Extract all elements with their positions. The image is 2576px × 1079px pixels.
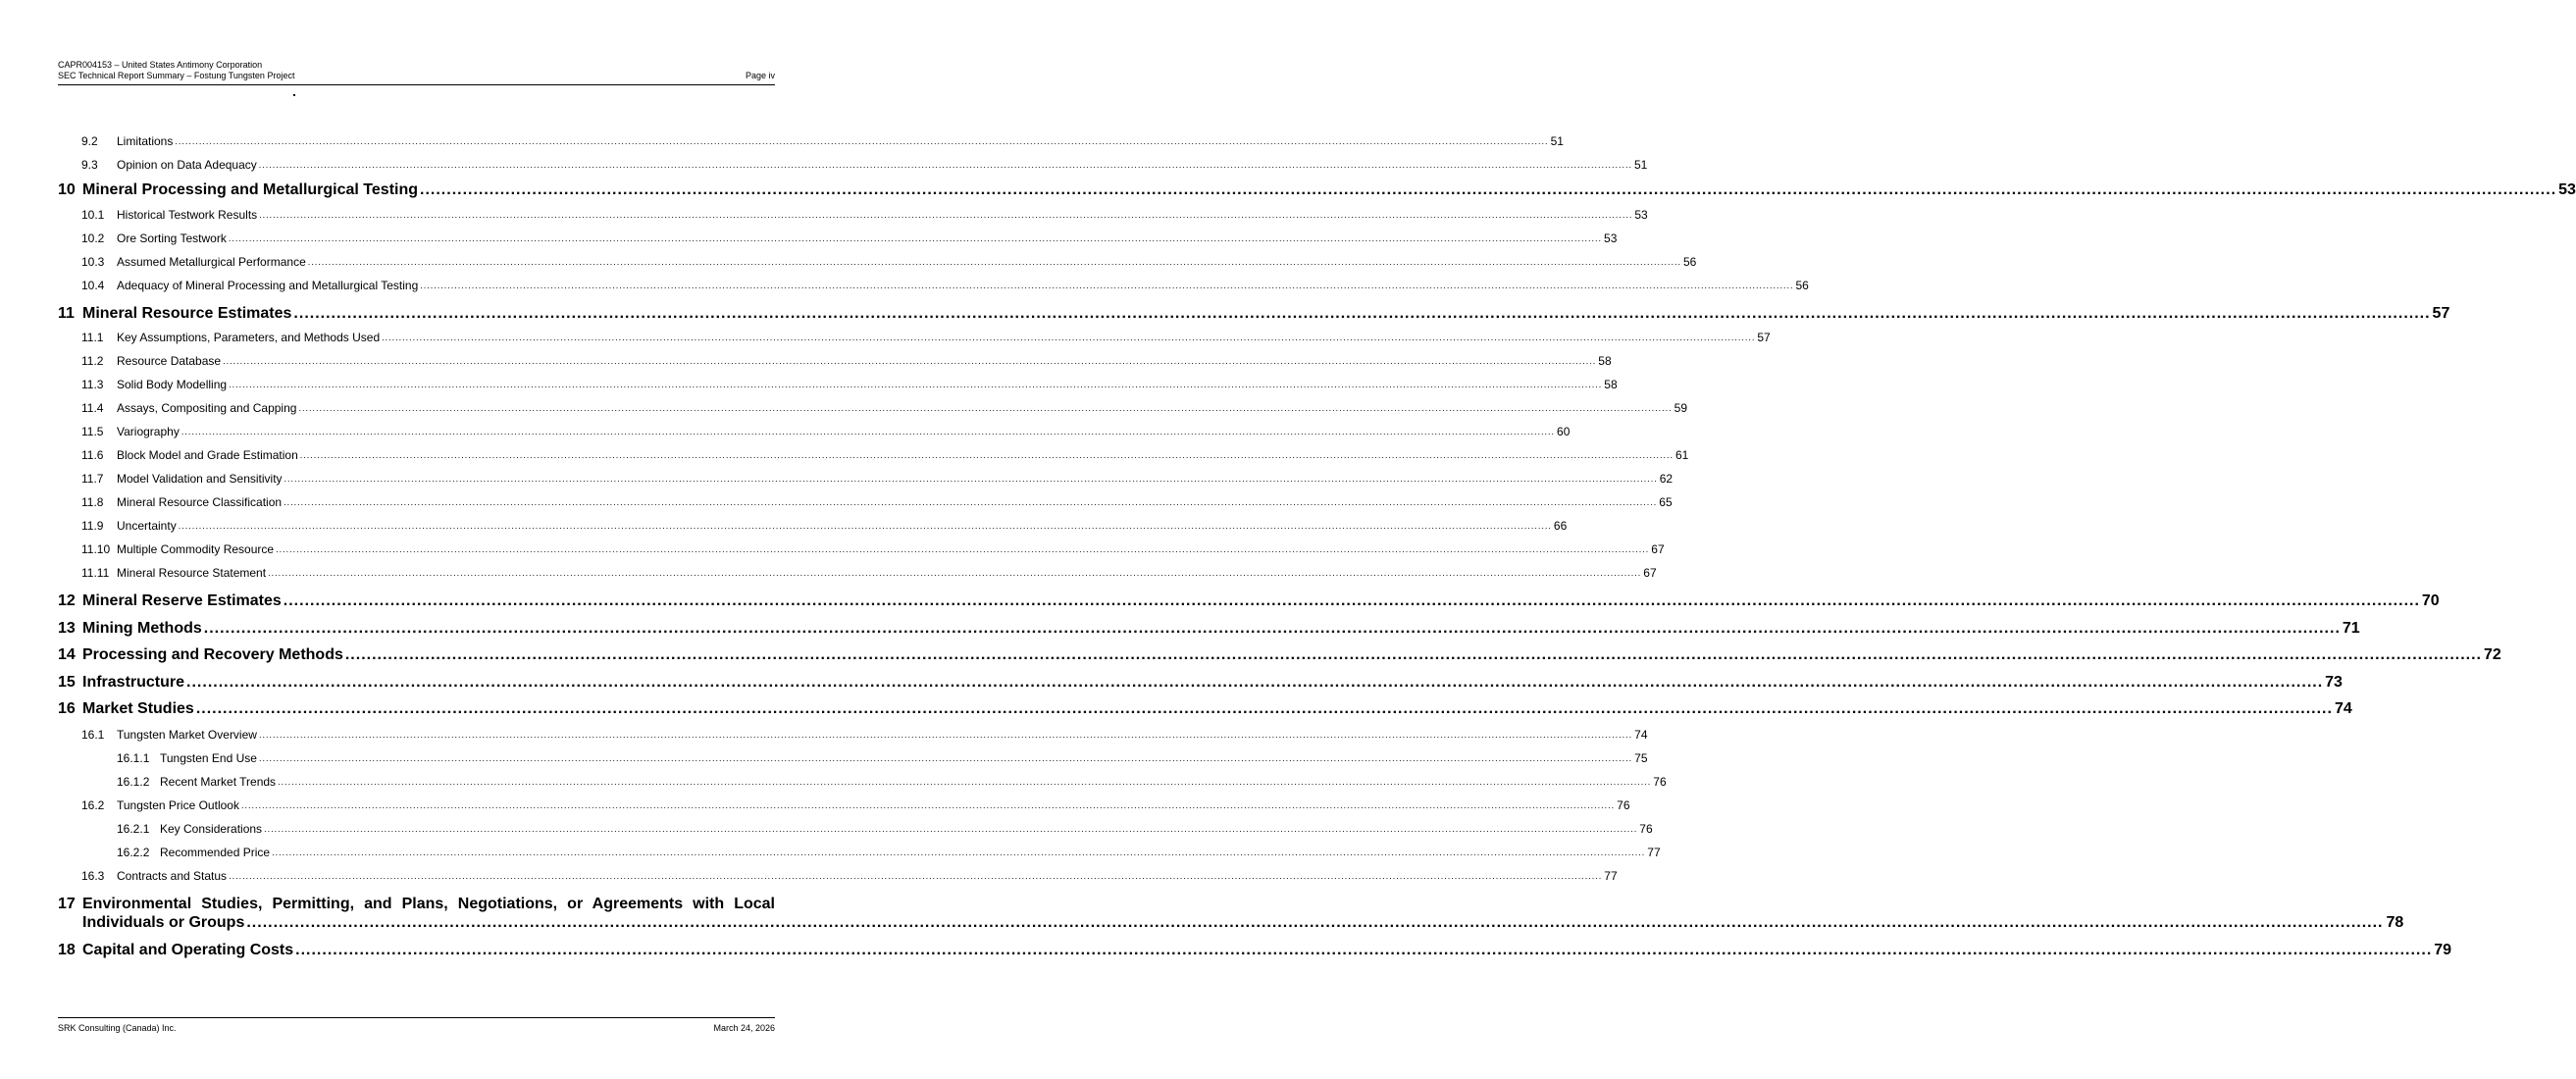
toc-entry-11-5[interactable] xyxy=(81,425,1571,438)
toc-entry-page: 59 xyxy=(1674,401,1687,415)
toc-entry-10-4[interactable] xyxy=(81,279,1809,292)
toc-entry-11-6[interactable] xyxy=(81,448,1689,462)
toc-entry-16[interactable] xyxy=(58,700,2352,718)
toc-leader-dots: ................................................................................................................................................................................................................................................................................................................................................................................................................ xyxy=(229,871,1603,881)
toc-entry-num: 9.2 xyxy=(81,134,98,148)
toc-entry-title: Tungsten Price Outlook xyxy=(117,798,239,812)
toc-entry-page: 57 xyxy=(1757,331,1771,344)
toc-leader-dots: ................................................................................................................................................................................................................................................................................................................................................................................................................ xyxy=(246,914,2384,931)
toc-entry-title: Key Assumptions, Parameters, and Methods Used xyxy=(117,331,381,344)
toc-leader-dots: ................................................................................................................................................................................................................................................................................................................................................................................................................ xyxy=(299,450,1674,460)
toc-leader-dots: ................................................................................................................................................................................................................................................................................................................................................................................................................ xyxy=(276,544,1650,554)
toc-entry-10-3[interactable] xyxy=(81,255,1697,269)
toc-entry-num: 10.2 xyxy=(81,231,105,245)
toc-entry-num: 14 xyxy=(58,646,76,663)
toc-entry-10[interactable] xyxy=(58,181,2576,199)
toc-entry-num: 11.11 xyxy=(81,566,110,580)
toc-leader-dots: ................................................................................................................................................................................................................................................................................................................................................................................................................ xyxy=(223,356,1597,366)
toc-entry-page: 71 xyxy=(2342,620,2360,637)
toc-entry-11-4[interactable] xyxy=(81,401,1687,415)
header-line-1: CAPR004153 – United States Antimony Corporation xyxy=(58,60,263,70)
toc-entry-title-line-2: Individuals or Groups xyxy=(82,914,245,931)
toc-leader-dots: ................................................................................................................................................................................................................................................................................................................................................................................................................ xyxy=(293,305,2431,322)
toc-entry-num: 17 xyxy=(58,896,76,912)
toc-entry-page: 66 xyxy=(1553,519,1568,533)
toc-leader-dots: ................................................................................................................................................................................................................................................................................................................................................................................................................ xyxy=(259,210,1633,220)
toc-entry-num: 16.3 xyxy=(81,869,105,883)
toc-entry-16-1[interactable] xyxy=(81,728,1648,742)
toc-entry-page: 67 xyxy=(1643,566,1657,580)
toc-entry-11-3[interactable] xyxy=(81,378,1618,391)
toc-entry-11-11[interactable] xyxy=(81,566,1657,580)
toc-entry-page: 51 xyxy=(1633,158,1648,172)
toc-entry-page: 65 xyxy=(1659,495,1673,509)
toc-entry-title: Assumed Metallurgical Performance xyxy=(117,255,306,269)
toc-entry-page: 62 xyxy=(1659,472,1674,486)
toc-leader-dots: ................................................................................................................................................................................................................................................................................................................................................................................................................ xyxy=(382,333,1756,342)
toc-leader-dots: ................................................................................................................................................................................................................................................................................................................................................................................................................ xyxy=(283,474,1658,484)
toc-entry-title: Recommended Price xyxy=(160,846,271,859)
toc-leader-dots: ................................................................................................................................................................................................................................................................................................................................................................................................................ xyxy=(268,568,1642,578)
toc-entry-num: 9.3 xyxy=(81,158,98,172)
toc-entry-num: 11.2 xyxy=(81,354,104,368)
toc-entry-num: 10.1 xyxy=(81,208,105,222)
toc-entry-title: Infrastructure xyxy=(82,674,185,691)
toc-entry-num: 11.4 xyxy=(81,401,104,415)
toc-entry-page: 58 xyxy=(1598,354,1612,368)
toc-entry-page: 73 xyxy=(2325,674,2343,691)
toc-entry-title: Ore Sorting Testwork xyxy=(117,231,227,245)
toc-entry-page: 74 xyxy=(2334,700,2352,717)
toc-leader-dots: ................................................................................................................................................................................................................................................................................................................................................................................................................ xyxy=(175,136,1549,146)
header-page-number: Page iv xyxy=(745,71,775,80)
toc-leader-dots: ................................................................................................................................................................................................................................................................................................................................................................................................................ xyxy=(195,700,2333,717)
toc-entry-title: Adequacy of Mineral Processing and Metallurgical Testing xyxy=(117,279,419,292)
toc-entry-num: 11.5 xyxy=(81,425,104,438)
header-line-2: SEC Technical Report Summary – Fostung Tungsten Project xyxy=(58,71,295,80)
toc-entry-num: 13 xyxy=(58,620,76,637)
toc-entry-11-2[interactable] xyxy=(81,354,1612,368)
toc-entry-num: 16.1.1 xyxy=(117,751,150,765)
toc-leader-dots: ................................................................................................................................................................................................................................................................................................................................................................................................................ xyxy=(295,942,2433,958)
toc-entry-page: 53 xyxy=(1604,231,1618,245)
toc-entry-9-2[interactable] xyxy=(81,134,1564,148)
toc-entry-page: 58 xyxy=(1604,378,1618,391)
toc-entry-16-1-2[interactable] xyxy=(117,775,1667,789)
toc-entry-title: Assays, Compositing and Capping xyxy=(117,401,297,415)
toc-entry-num: 11.8 xyxy=(81,495,104,509)
toc-entry-num: 11.9 xyxy=(81,519,104,533)
toc-entry-title: Opinion on Data Adequacy xyxy=(117,158,257,172)
toc-entry-page: 53 xyxy=(1634,208,1648,222)
toc-leader-dots: ................................................................................................................................................................................................................................................................................................................................................................................................................ xyxy=(258,730,1633,740)
toc-entry-page: 56 xyxy=(1682,255,1697,269)
toc-entry-page: 76 xyxy=(1639,822,1653,836)
toc-leader-dots: ................................................................................................................................................................................................................................................................................................................................................................................................................ xyxy=(180,427,1556,437)
toc-entry-num: 16.1.2 xyxy=(117,775,150,789)
toc-entry-page: 57 xyxy=(2432,305,2450,322)
toc-entry-16-3[interactable] xyxy=(81,869,1618,883)
toc-leader-dots: ................................................................................................................................................................................................................................................................................................................................................................................................................ xyxy=(240,800,1616,810)
toc-entry-page: 53 xyxy=(2558,181,2576,198)
toc-entry-num: 16.2.1 xyxy=(117,822,150,836)
toc-entry-title: Variography xyxy=(117,425,180,438)
toc-leader-dots: ................................................................................................................................................................................................................................................................................................................................................................................................................ xyxy=(178,521,1552,531)
toc-entry-title: Multiple Commodity Resource xyxy=(117,542,275,556)
toc-entry-num: 12 xyxy=(58,592,76,609)
toc-entry-num: 10.4 xyxy=(81,279,105,292)
footer-date: March 24, 2026 xyxy=(713,1023,775,1033)
toc-entry-title: Solid Body Modelling xyxy=(117,378,228,391)
toc-entry-title: Uncertainty xyxy=(117,519,177,533)
toc-entry-title: Historical Testwork Results xyxy=(117,208,258,222)
footer-divider xyxy=(58,1017,775,1018)
toc-entry-num: 11.10 xyxy=(81,542,111,556)
toc-entry-num: 16 xyxy=(58,700,76,717)
toc-entry-title: Tungsten End Use xyxy=(160,751,257,765)
toc-entry-num: 11.6 xyxy=(81,448,104,462)
toc-entry-page: 70 xyxy=(2421,592,2440,609)
toc-entry-11-7[interactable] xyxy=(81,472,1674,486)
toc-entry-title: Block Model and Grade Estimation xyxy=(117,448,298,462)
toc-entry-title-line-1: Environmental Studies, Permitting, and Plans, Negotiations, or Agreements with Local xyxy=(82,896,775,912)
toc-leader-dots: ................................................................................................................................................................................................................................................................................................................................................................................................................ xyxy=(229,380,1603,389)
toc-entry-title: Mineral Reserve Estimates xyxy=(82,592,282,609)
toc-leader-dots: ................................................................................................................................................................................................................................................................................................................................................................................................................ xyxy=(344,646,2482,663)
toc-entry-page: 61 xyxy=(1674,448,1689,462)
toc-entry-page: 74 xyxy=(1634,728,1648,742)
toc-entry-title: Processing and Recovery Methods xyxy=(82,646,343,663)
toc-entry-num: 10 xyxy=(58,181,76,198)
toc-entry-num: 18 xyxy=(58,942,76,958)
toc-leader-dots: ................................................................................................................................................................................................................................................................................................................................................................................................................ xyxy=(258,753,1633,763)
toc-entry-14[interactable] xyxy=(58,646,2501,664)
toc-entry-title: Contracts and Status xyxy=(117,869,228,883)
toc-entry-page: 72 xyxy=(2483,646,2501,663)
toc-entry-num: 10.3 xyxy=(81,255,105,269)
toc-entry-num: 16.1 xyxy=(81,728,105,742)
toc-leader-dots: ................................................................................................................................................................................................................................................................................................................................................................................................................ xyxy=(420,181,2557,198)
toc-entry-10-2[interactable] xyxy=(81,231,1618,245)
toc-entry-num: 11 xyxy=(58,305,75,322)
toc-entry-11-1[interactable] xyxy=(81,331,1771,344)
toc-entry-11-10[interactable] xyxy=(81,542,1665,556)
toc-entry-11-9[interactable] xyxy=(81,519,1568,533)
toc-leader-dots: ................................................................................................................................................................................................................................................................................................................................................................................................................ xyxy=(283,497,1658,507)
toc-leader-dots: ................................................................................................................................................................................................................................................................................................................................................................................................................ xyxy=(186,674,2324,691)
toc-entry-title: Key Considerations xyxy=(160,822,263,836)
toc-entry-title: Resource Database xyxy=(117,354,222,368)
toc-entry-num: 11.3 xyxy=(81,378,104,391)
toc-entry-num: 11.1 xyxy=(81,331,104,344)
toc-entry-title: Limitations xyxy=(117,134,174,148)
toc-entry-page: 78 xyxy=(2386,914,2404,931)
toc-entry-17[interactable] xyxy=(58,895,2404,932)
toc-leader-dots: ................................................................................................................................................................................................................................................................................................................................................................................................................ xyxy=(228,233,1603,243)
toc-entry-title: Mineral Resource Statement xyxy=(117,566,267,580)
toc-entry-title: Mining Methods xyxy=(82,620,202,637)
toc-entry-title: Mineral Resource Classification xyxy=(117,495,283,509)
toc-entry-page: 77 xyxy=(1647,846,1661,859)
toc-entry-page: 76 xyxy=(1653,775,1667,789)
toc-entry-num: 16.2.2 xyxy=(117,846,150,859)
toc-leader-dots: ................................................................................................................................................................................................................................................................................................................................................................................................................ xyxy=(264,824,1638,834)
toc-entry-title: Model Validation and Sensitivity xyxy=(117,472,283,486)
footer-company: SRK Consulting (Canada) Inc. xyxy=(58,1023,177,1033)
toc-entry-page: 77 xyxy=(1604,869,1618,883)
toc-entry-page: 76 xyxy=(1617,798,1630,812)
toc-entry-page: 56 xyxy=(1795,279,1809,292)
toc-entry-13[interactable] xyxy=(58,620,2360,638)
page-footer xyxy=(58,1023,775,1033)
toc-entry-9-3[interactable] xyxy=(81,158,1648,172)
toc-entry-title: Capital and Operating Costs xyxy=(82,942,294,958)
toc-entry-11-8[interactable] xyxy=(81,495,1673,509)
toc-entry-16-2[interactable] xyxy=(81,798,1630,812)
toc-entry-title: Recent Market Trends xyxy=(160,775,277,789)
toc-leader-dots: ................................................................................................................................................................................................................................................................................................................................................................................................................ xyxy=(278,777,1652,787)
toc-entry-title: Market Studies xyxy=(82,700,194,717)
toc-entry-page: 51 xyxy=(1550,134,1564,148)
toc-leader-dots: ................................................................................................................................................................................................................................................................................................................................................................................................................ xyxy=(203,620,2341,637)
toc-leader-dots: ................................................................................................................................................................................................................................................................................................................................................................................................................ xyxy=(298,403,1673,413)
toc-entry-page: 60 xyxy=(1557,425,1571,438)
toc-entry-num: 15 xyxy=(58,674,76,691)
toc-leader-dots: ................................................................................................................................................................................................................................................................................................................................................................................................................ xyxy=(272,848,1646,857)
toc-entry-16-2-1[interactable] xyxy=(117,822,1653,836)
toc-entry-page: 75 xyxy=(1634,751,1648,765)
toc-entry-15[interactable] xyxy=(58,674,2343,692)
toc-entry-title: Mineral Processing and Metallurgical Testing xyxy=(82,181,419,198)
toc-entry-num: 16.2 xyxy=(81,798,105,812)
toc-entry-16-2-2[interactable] xyxy=(117,846,1661,859)
toc-entry-18[interactable] xyxy=(58,942,2452,959)
toc-leader-dots: ................................................................................................................................................................................................................................................................................................................................................................................................................ xyxy=(283,592,2420,609)
toc-entry-title: Mineral Resource Estimates xyxy=(82,305,292,322)
toc-entry-16-1-1[interactable] xyxy=(117,751,1648,765)
toc-entry-num: 11.7 xyxy=(81,472,104,486)
toc-entry-title: Tungsten Market Overview xyxy=(117,728,257,742)
toc-entry-11[interactable] xyxy=(58,305,2450,323)
toc-leader-dots: ................................................................................................................................................................................................................................................................................................................................................................................................................ xyxy=(258,160,1632,170)
toc-entry-page: 67 xyxy=(1651,542,1665,556)
toc-entry-10-1[interactable] xyxy=(81,208,1648,222)
toc-leader-dots: ................................................................................................................................................................................................................................................................................................................................................................................................................ xyxy=(307,257,1681,267)
toc-entry-12[interactable] xyxy=(58,592,2440,610)
toc-leader-dots: ................................................................................................................................................................................................................................................................................................................................................................................................................ xyxy=(420,281,1794,290)
toc-entry-page: 79 xyxy=(2434,942,2452,958)
